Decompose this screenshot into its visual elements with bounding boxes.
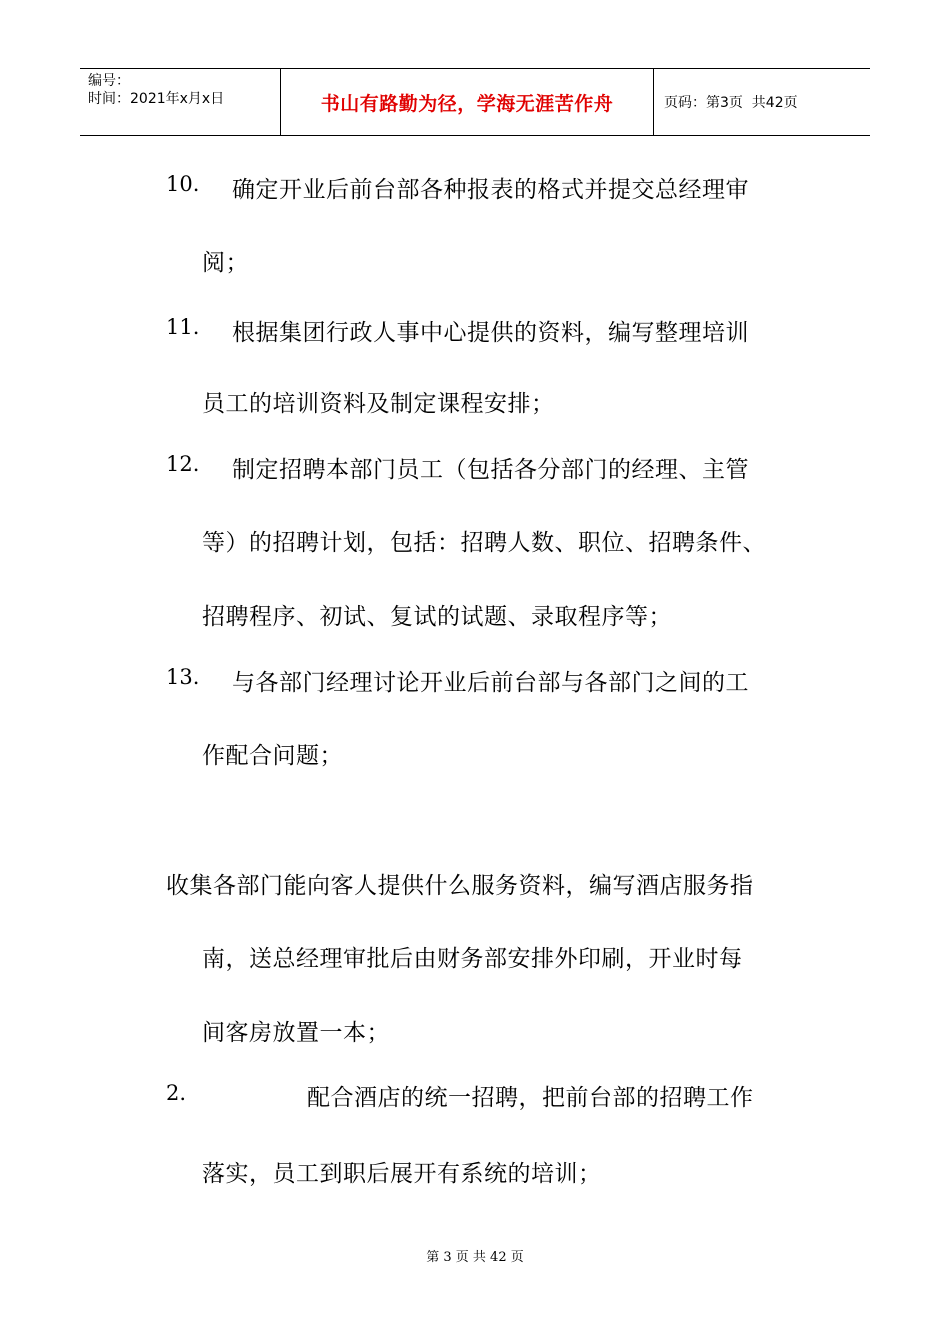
item-text-line: 落实，员工到职后展开有系统的培训；: [202, 1161, 602, 1187]
item-text-line: 阅；: [202, 250, 249, 276]
item-text-line: 根据集团行政人事中心提供的资料，编写整理培训: [232, 320, 749, 346]
item-text-line: 员工的培训资料及制定课程安排；: [202, 391, 555, 417]
paragraph-line: 南，送总经理审批后由财务部安排外印刷，开业时每: [202, 946, 743, 972]
item-number: 12.: [166, 452, 200, 476]
header-meta: [80, 69, 281, 135]
page-header: [80, 68, 870, 136]
item-number: 11.: [166, 315, 200, 339]
item-text-line: 制定招聘本部门员工（包括各分部门的经理、主管: [232, 457, 749, 483]
item-text-line: 招聘程序、初试、复试的试题、录取程序等；: [202, 604, 672, 630]
date-label: 时间：2021年x月x日: [88, 91, 225, 107]
paragraph-line: 收集各部门能向客人提供什么服务资料，编写酒店服务指: [166, 873, 754, 899]
item-text-line: 等）的招聘计划，包括：招聘人数、职位、招聘条件、: [202, 530, 766, 556]
item-number: 13.: [166, 665, 200, 689]
header-motto: 书山有路勤为径，学海无涯苦作舟: [281, 69, 654, 135]
page-footer: 第 3 页 共 42 页: [426, 1250, 524, 1265]
item-text-line: 配合酒店的统一招聘，把前台部的招聘工作: [307, 1085, 754, 1111]
item-text-line: 确定开业后前台部各种报表的格式并提交总经理审: [232, 177, 749, 203]
item-text-line: 与各部门经理讨论开业后前台部与各部门之间的工: [232, 670, 749, 696]
item-number: 2.: [166, 1081, 187, 1105]
header-page-info: 页码：第3页 共42页: [664, 95, 798, 111]
serial-number-label: 编号：: [88, 73, 130, 89]
item-text-line: 作配合问题；: [202, 743, 343, 769]
paragraph-line: 间客房放置一本；: [202, 1020, 390, 1046]
item-number: 10.: [166, 172, 200, 196]
